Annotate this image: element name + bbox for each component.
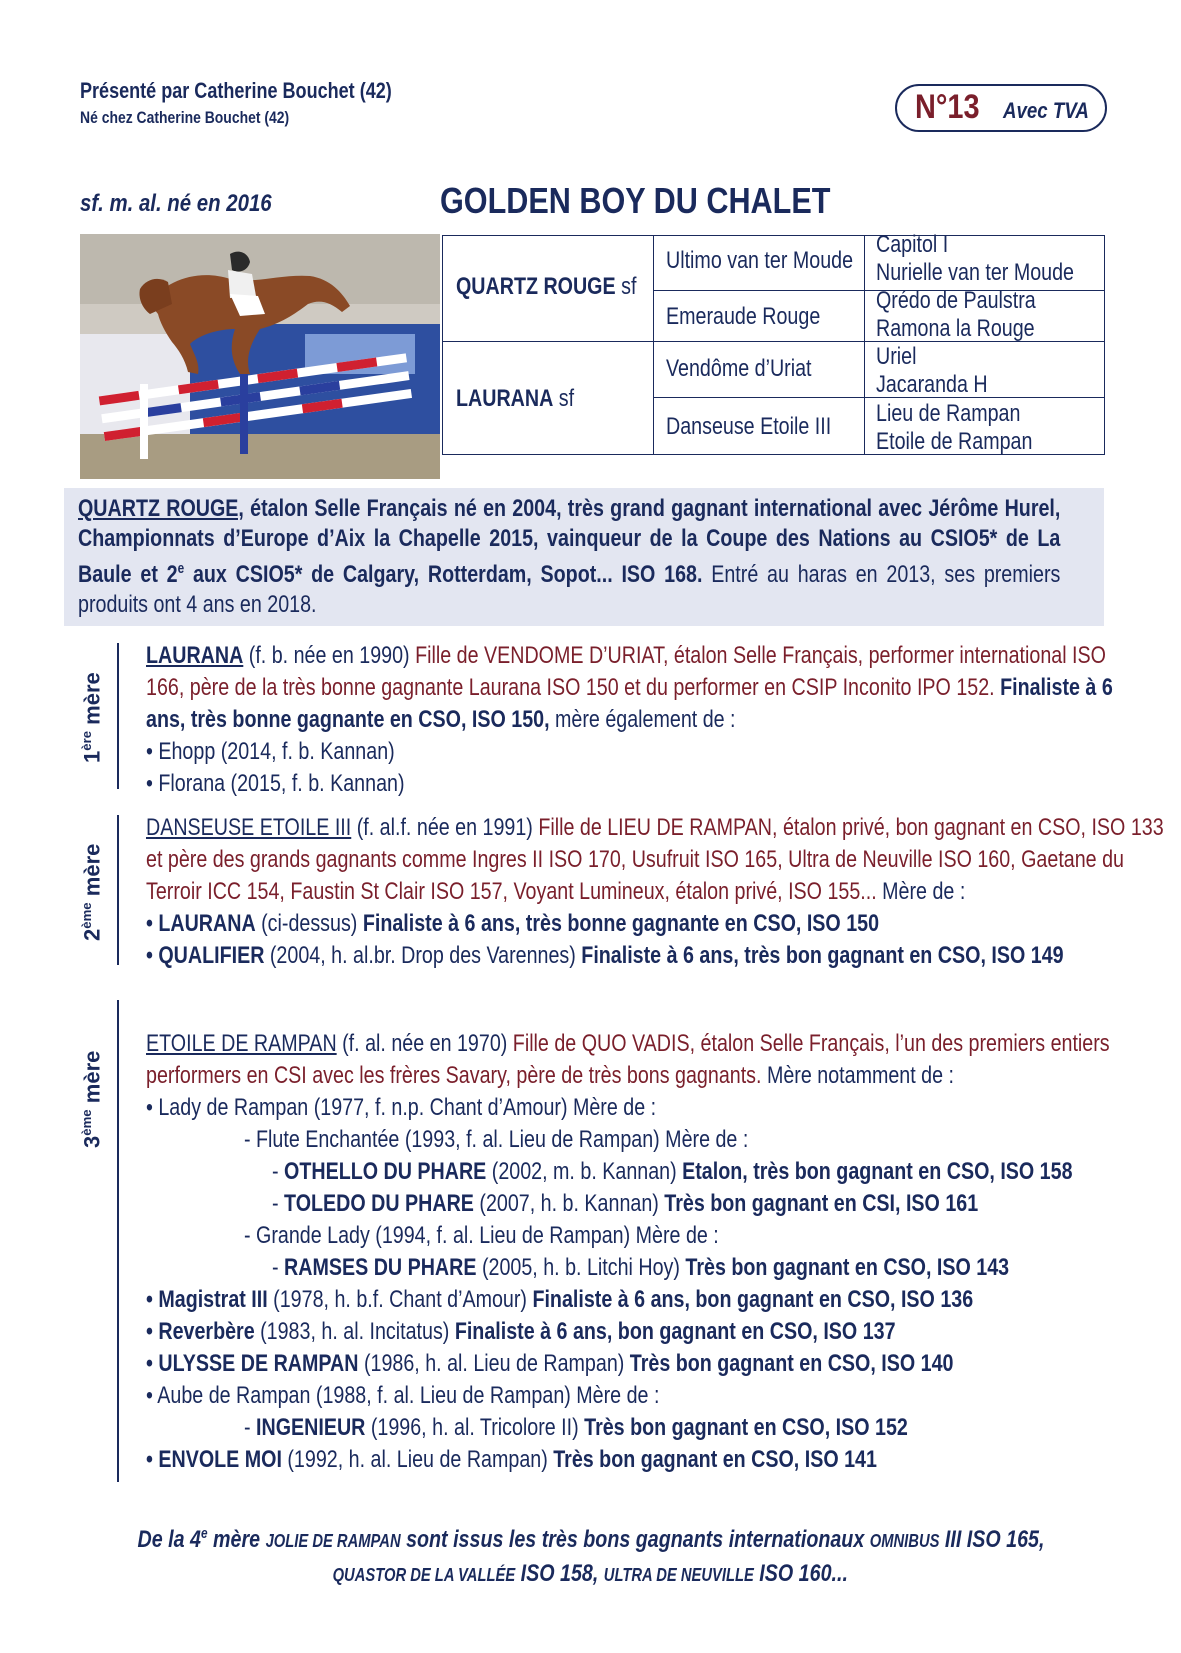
ds-sire-name: Uriel: [876, 343, 917, 370]
footer-line-2: QUASTOR DE LA VALLÉE ISO 158, ULTRA DE NEUVILLE ISO 160...: [332, 1560, 849, 1587]
g3-line-8: - RAMSES DU PHARE (2005, h. b. Litchi Hoy) Très bon gagnant en CSO, ISO 143: [272, 1254, 1010, 1281]
lot-number: N°13: [915, 88, 980, 126]
sire-name: QUARTZ ROUGE: [456, 273, 616, 300]
g2-line-2: et père des grands gagnants comme Ingres II ISO 170, Usufruit ISO 165, Ultra de Neuville ISO 160, Gaetane du: [146, 846, 1124, 873]
footer-line-1: De la 4e mère JOLIE DE RAMPAN sont issus les très bons gagnants internationaux OMNIBUS III ISO 165,: [137, 1526, 1044, 1553]
g3-line-14: • ENVOLE MOI (1992, h. al. Lieu de Rampan) Très bon gagnant en CSO, ISO 141: [146, 1446, 877, 1473]
generation-3-label: 3ème mère: [79, 1050, 105, 1148]
g2-name: DANSEUSE ETOILE III: [146, 814, 352, 841]
horse-meta: sf. m. al. né en 2016: [80, 190, 272, 217]
horse-name: GOLDEN BOY DU CHALET: [440, 180, 831, 221]
dam-suffix: sf: [558, 385, 575, 412]
sire-suffix: sf: [621, 273, 637, 300]
lot-badge: [895, 84, 1107, 132]
stallion-description-box: [64, 488, 1104, 626]
stallion-bold-text-2: aux CSIO5* de Calgary, Rotterdam, Sopot... ISO 168.: [184, 561, 703, 588]
g2-item-1: • LAURANA (ci-dessus) Finaliste à 6 ans, très bonne gagnante en CSO, ISO 150: [146, 910, 880, 937]
generation-1-block: [79, 643, 119, 789]
dam-name-line: [456, 385, 574, 413]
stallion-normal-text: Entré au haras en 2013, ses premiers produits ont 4 ans en 2018.: [78, 561, 1061, 618]
g3-line-13: - INGENIEUR (1996, h. al. Tricolore II) Très bon gagnant en CSO, ISO 152: [244, 1414, 908, 1441]
g3-line-2: performers en CSI avec les frères Savary, père de très bons gagnants. Mère notamment de :: [146, 1062, 955, 1089]
g1-line-1: LAURANA (f. b. née en 1990) Fille de VENDOME D’URIAT, étalon Selle Français, performer international ISO: [146, 642, 1106, 669]
dam-dam-name: Danseuse Etoile III: [666, 413, 832, 440]
stallion-bold-text: étalon Selle Français né en 2004, très grand gagnant international avec Jérôme Hurel, Championnats d’Europe d’Aix la Chapelle 2015, vainqueur de la Coupe des Nations au CSIO5* de La Baule et 2: [78, 495, 1061, 588]
sire-name-line: [456, 273, 636, 301]
g3-line-6: - TOLEDO DU PHARE (2007, h. b. Kannan) Très bon gagnant en CSI, ISO 161: [272, 1190, 979, 1217]
g1-line-2: 166, père de la très bonne gagnante Laurana ISO 150 et du performer en CSIP Inconito IPO 152. Finaliste à 6: [146, 674, 1113, 701]
horse-jump-illustration: [80, 234, 440, 479]
g3-line-3: • Lady de Rampan (1977, f. n.p. Chant d’Amour) Mère de :: [146, 1094, 657, 1121]
g3-line-9: • Magistrat III (1978, h. b.f. Chant d’Amour) Finaliste à 6 ans, bon gagnant en CSO, ISO 136: [146, 1286, 974, 1313]
ss-dam-name: Nurielle van ter Moude: [876, 259, 1074, 286]
presenter-text: Présenté par Catherine Bouchet (42): [80, 78, 392, 103]
ss-sire-name: Capitol I: [876, 231, 949, 258]
sd-sire-name: Qrédo de Paulstra: [876, 287, 1036, 314]
g3-line-4: - Flute Enchantée (1993, f. al. Lieu de Rampan) Mère de :: [244, 1126, 749, 1153]
dd-dam-name: Etoile de Rampan: [876, 428, 1033, 455]
g1-name: LAURANA: [146, 642, 244, 669]
horse-photo: [80, 234, 440, 479]
g1-item-1: • Ehopp (2014, f. b. Kannan): [146, 738, 395, 765]
breeder-text: Né chez Catherine Bouchet (42): [80, 108, 290, 127]
g1-line-3: ans, très bonne gagnante en CSO, ISO 150, mère également de :: [146, 706, 736, 733]
g2-item-2: • QUALIFIER (2004, h. al.br. Drop des Varennes) Finaliste à 6 ans, très bon gagnant en CSO, ISO 149: [146, 942, 1064, 969]
generation-2-block: [79, 815, 119, 965]
generation-1-label: 1ère mère: [79, 672, 105, 763]
generation-2-label: 2ème mère: [79, 843, 105, 941]
generation-3-block: [79, 1000, 119, 1482]
stallion-name: QUARTZ ROUGE,: [78, 495, 244, 522]
g3-line-5: - OTHELLO DU PHARE (2002, m. b. Kannan) Etalon, très bon gagnant en CSO, ISO 158: [272, 1158, 1073, 1185]
sire-sire-name: Ultimo van ter Moude: [666, 247, 854, 274]
g3-line-12: • Aube de Rampan (1988, f. al. Lieu de Rampan) Mère de :: [146, 1382, 660, 1409]
sd-dam-name: Ramona la Rouge: [876, 315, 1035, 342]
lot-tva: Avec TVA: [1003, 98, 1089, 123]
dam-sire-name: Vendôme d’Uriat: [666, 355, 812, 382]
dam-name: LAURANA: [456, 385, 554, 412]
pedigree-table: [442, 231, 1105, 480]
g1-item-2: • Florana (2015, f. b. Kannan): [146, 770, 405, 797]
stallion-description: [78, 494, 1060, 620]
g3-line-1: ETOILE DE RAMPAN (f. al. née en 1970) Fille de QUO VADIS, étalon Selle Français, l’un des premiers entiers: [146, 1030, 1110, 1057]
g2-line-3: Terroir ICC 154, Faustin St Clair ISO 157, Voyant Lumineux, étalon privé, ISO 155... Mère de :: [146, 878, 966, 905]
dd-sire-name: Lieu de Rampan: [876, 400, 1021, 427]
g3-line-10: • Reverbère (1983, h. al. Incitatus) Finaliste à 6 ans, bon gagnant en CSO, ISO 137: [146, 1318, 896, 1345]
g3-line-11: • ULYSSE DE RAMPAN (1986, h. al. Lieu de Rampan) Très bon gagnant en CSO, ISO 140: [146, 1350, 954, 1377]
g3-name: ETOILE DE RAMPAN: [146, 1030, 337, 1057]
g2-line-1: DANSEUSE ETOILE III (f. al.f. née en 1991) Fille de LIEU DE RAMPAN, étalon privé, bon gagnant en CSO, ISO 133: [146, 814, 1164, 841]
g3-line-7: - Grande Lady (1994, f. al. Lieu de Rampan) Mère de :: [244, 1222, 719, 1249]
sire-dam-name: Emeraude Rouge: [666, 303, 821, 330]
stallion-sup: e: [177, 561, 185, 577]
ds-dam-name: Jacaranda H: [876, 371, 988, 398]
